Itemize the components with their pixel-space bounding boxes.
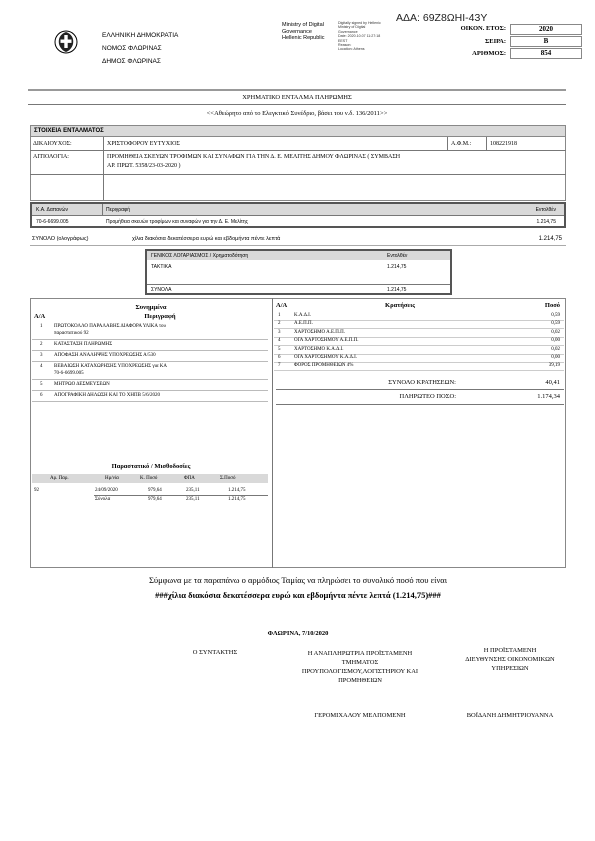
series-label: ΣΕΙΡΑ: <box>485 38 506 45</box>
ledger-row-amount: 1.214,75 <box>387 264 407 270</box>
series-value: Β <box>510 36 582 47</box>
list-item-number: 4 <box>40 364 43 369</box>
ledger-col-account: ΓΕΝΙΚΟΣ ΛΟΓΑΡΙΑΣΜΟΣ / Χρηματοδότηση <box>151 253 249 259</box>
header-line2: ΝΟΜΟΣ ΦΛΩΡΙΝΑΣ <box>102 45 162 52</box>
deductions-col-name: Κρατήσεις <box>385 302 415 309</box>
row-name: ΧΑΡΤΟΣΗΜΟ Α.Ε.Π.Π. <box>294 329 346 335</box>
payee-label: ΔΙΚΑΙΟΥΧΟΣ: <box>33 141 72 147</box>
deductions-col-amount: Ποσό <box>544 302 560 309</box>
deductions-col-n: Α/Α <box>276 302 288 309</box>
list-item-text-cont: παραστατικού 92 <box>54 331 89 336</box>
ledger-total-label: ΣΥΝΟΛΑ <box>151 287 172 293</box>
afm-label: Α.Φ.Μ.: <box>451 141 472 147</box>
attachments-title: Συνημμένα <box>135 304 167 311</box>
digital-signature-details: Digitally signed by Hellenic Ministry of Digital Governance Date: 2020.10.07 11:27:18 EEST Reason: Location: Athens <box>338 21 381 52</box>
expense-row-desc: Προμήθεια σκευών τροφίμων και συναφών για την Δ. Ε. Μελίτης <box>106 219 249 225</box>
ledger-table <box>145 249 452 295</box>
row-number: 1 <box>278 313 281 318</box>
list-item-number: 3 <box>40 353 43 358</box>
reason-line1: ΠΡΟΜΗΘΕΙΑ ΣΚΕΥΩΝ ΤΡΟΦΙΜΩΝ ΚΑΙ ΣΥΝΑΦΩΝ ΓΙΑ ΤΗΝ Δ. Ε. ΜΕΛΙΤΗΣ ΔΗΜΟΥ ΦΛΩΡΙΝΑΣ ( ΣΥΜΒΑΣΗ <box>107 154 401 160</box>
list-item <box>32 322 268 340</box>
row-number: 5 <box>278 346 281 352</box>
list-item <box>32 351 268 362</box>
expense-row-amount: 1.214,75 <box>536 219 556 225</box>
year-value: 2020 <box>510 24 582 35</box>
row-number: 7 <box>278 363 281 369</box>
row-name: ΧΑΡΤΟΣΗΜΟ Κ.Α.Δ.Ι. <box>294 346 344 352</box>
invoices-col-no: Αρ. Παρ. <box>50 476 69 481</box>
signature-2-name: ΓΕΡΟΜΙΧΑΛΟΥ ΜΕΛΠΟΜΕΝΗ <box>314 712 406 719</box>
list-item-number: 5 <box>40 382 43 387</box>
header-line3: ΔΗΜΟΣ ΦΛΩΡΙΝΑΣ <box>102 58 161 65</box>
row-name: ΟΓΑ ΧΑΡΤΟΣΗΜΟΥ Α.Ε.Π.Π. <box>294 338 359 344</box>
reason-label: ΑΙΤΙΟΛΟΓΙΑ: <box>33 154 69 160</box>
invoices-col-date: Ημ/νία <box>105 476 119 481</box>
list-item <box>32 362 268 380</box>
row-amount: 0,02 <box>551 329 560 335</box>
expense-col-code: Κ.Α. Δαπανών <box>36 207 68 213</box>
row-name: Α.Ε.Π.Π. <box>294 321 313 327</box>
invoices-total-vat: 235,11 <box>186 497 200 502</box>
list-item-text: ΜΗΤΡΩΟ ΔΕΣΜΕΥΣΕΩΝ <box>54 382 110 387</box>
payee-name: ΧΡΙΣΤΟΦΟΡΟΥ ΕΥΤΥΧΙΟΣ <box>107 141 180 147</box>
list-item <box>32 391 268 402</box>
list-item <box>32 340 268 351</box>
list-item-number: 6 <box>40 393 43 398</box>
ada-code: ΑΔΑ: 69Ζ8ΩΗΙ-43Υ <box>396 12 488 24</box>
row-amount: 0,00 <box>551 338 560 344</box>
document-subtitle: <<Αθεώρητο από το Ελεγκτικό Συνέδριο, βάσει του ν.δ. 136/2011>> <box>206 110 388 117</box>
invoices-total-net: 979,64 <box>148 497 162 502</box>
row-name: Κ.Α.Δ.Ι. <box>294 313 312 318</box>
list-item-text: ΒΕΒΑΙΩΣΗ ΚΑΤΑΧΩΡΗΣΗΣ ΥΠΟΧΡΕΩΣΗΣ για ΚΑ <box>54 364 167 369</box>
payable-amount: 1.174,34 <box>537 393 560 400</box>
list-item-text-cont: 70-6-6699.005 <box>54 371 84 376</box>
table-row <box>274 362 564 371</box>
row-amount: 0,00 <box>551 355 560 360</box>
list-item-text: ΑΠΟΦΑΣΗ ΑΝΑΛΗΨΗΣ ΥΠΟΧΡΕΩΣΗΣ Α/530 <box>54 353 156 358</box>
list-item-text: ΠΡΩΤΟΚΟΛΛΟ ΠΑΡΑΛΑΒΗΣ ΔΙΑΦΟΡΑ ΥΛΙΚΑ του <box>54 324 166 329</box>
deductions-total: 40,41 <box>545 379 560 386</box>
total-amount: 1.214,75 <box>538 236 562 242</box>
payable-label: ΠΛΗΡΩΤΕΟ ΠΟΣΟ: <box>399 393 456 400</box>
list-item-text: ΚΑΤΑΣΤΑΣΗ ΠΛΗΡΩΜΗΣ <box>54 342 113 347</box>
total-words: χίλια διακόσια δεκατέσσερα ευρώ και εβδομήντα πέντε λεπτά <box>132 236 281 242</box>
attachments-col-desc: Περιγραφή <box>144 313 176 320</box>
row-number: 6 <box>278 355 281 360</box>
row-number: 4 <box>278 338 281 344</box>
invoices-col-net: Κ. Ποσό <box>140 476 158 481</box>
greek-emblem-icon <box>54 30 78 54</box>
signature-1-title: Ο ΣΥΝΤΑΚΤΗΣ <box>192 649 238 656</box>
invoice-row-date: 24/09/2020 <box>95 488 118 493</box>
invoice-row-no: 92 <box>34 488 39 493</box>
digital-signature-issuer: Ministry of Digital Governance Hellenic Republic <box>282 22 325 41</box>
row-name: ΦΟΡΟΣ ΠΡΟΜΗΘΕΙΩΝ 4% <box>294 363 354 369</box>
reason-line2: ΑΡ. ΠΡΩΤ. 5358/23-03-2020 ) <box>107 163 181 169</box>
conclusion-line2: ###χίλια διακόσια δεκατέσσερα ευρώ και εβδομήντα πέντε λεπτά (1.214,75)### <box>155 590 441 600</box>
invoice-row-vat: 235,11 <box>186 488 200 493</box>
invoices-total-label: Σύνολα <box>95 497 111 502</box>
ledger-col-amount: Εντολθέν <box>387 253 408 259</box>
row-number: 2 <box>278 321 281 327</box>
conclusion-line1: Σύμφωνα με τα παραπάνω ο αρμόδιος Ταμίας να πληρώσει το συνολικό ποσό που είναι <box>148 575 448 585</box>
invoices-col-vat: ΦΠΑ <box>184 476 195 481</box>
attachments-col-n: Α/Α <box>34 313 46 320</box>
invoices-col-sum: Σ.Ποσό <box>220 476 236 481</box>
row-number: 3 <box>278 329 281 335</box>
invoice-row-sum: 1.214,75 <box>228 488 246 493</box>
row-amount: 39,19 <box>548 363 560 369</box>
signature-3-name: ΒΟΪΔΑΝΗ ΔΗΜΗΤΡΙΟΥΑΝΝΑ <box>466 712 554 719</box>
ledger-row-name: ΤΑΚΤΙΚΑ <box>151 264 172 270</box>
list-item <box>32 380 268 391</box>
invoices-title: Παραστατικό / Μισθοδοσίες <box>111 463 191 470</box>
row-name: ΟΓΑ ΧΑΡΤΟΣΗΜΟΥ Κ.Α.Δ.Ι. <box>294 355 357 360</box>
list-item-number: 1 <box>40 324 43 329</box>
afm-value: 108221918 <box>490 141 517 147</box>
expense-table <box>30 202 566 228</box>
invoices-total-sum: 1.214,75 <box>228 497 246 502</box>
invoice-row-net: 979,64 <box>148 488 162 493</box>
section-header: ΣΤΟΙΧΕΙΑ ΕΝΤΑΛΜΑΤΟΣ <box>30 125 566 137</box>
ledger-total: 1.214,75 <box>387 287 407 293</box>
total-label: ΣΥΝΟΛΟ (ολογράφως) <box>32 236 89 242</box>
place-date: ΦΛΩΡΙΝΑ, 7/10/2020 <box>267 630 329 637</box>
header-line1: ΕΛΛΗΝΙΚΗ ΔΗΜΟΚΡΑΤΙΑ <box>102 32 179 39</box>
signature-3-title: Η ΠΡΟΪΣΤΑΜΕΝΗ ΔΙΕΥΘΥΝΣΗΣ ΟΙΚΟΝΟΜΙΚΩΝ ΥΠΗΡΕΣΙΩΝ <box>465 647 555 672</box>
number-value: 854 <box>510 48 582 59</box>
deductions-total-label: ΣΥΝΟΛΟ ΚΡΑΤΗΣΕΩΝ: <box>388 379 456 386</box>
signature-2-title: Η ΑΝΑΠΛΗΡΩΤΡΙΑ ΠΡΟΪΣΤΑΜΕΝΗ ΤΜΗΜΑΤΟΣ ΠΡΟΥΠΟΛΟΓΙΣΜΟΥ,ΛΟΓΙΣΤΗΡΙΟΥ ΚΑΙ ΠΡΟΜΗΘΕΙΩΝ <box>301 650 419 684</box>
year-label: ΟΙΚΟΝ. ΕΤΟΣ: <box>460 25 506 32</box>
expense-col-desc: Περιγραφή <box>106 207 131 213</box>
expense-col-amount: Εντολθέν <box>535 207 556 213</box>
row-amount: 0,59 <box>551 313 560 318</box>
expense-row-code: 70-6-6699.005 <box>36 219 69 225</box>
number-label: ΑΡΙΘΜΟΣ: <box>472 50 506 57</box>
list-item-text: ΑΠΟΓΡΑΦΙΚΗ ΔΗΛΩΣΗ ΚΑΙ ΤΟ ΧΗΠΒ 5/6/2020 <box>54 393 160 398</box>
row-amount: 0,02 <box>551 346 560 352</box>
document-title: ΧΡΗΜΑΤΙΚΟ ΕΝΤΑΛΜΑ ΠΛΗΡΩΜΗΣ <box>242 94 352 101</box>
row-amount: 0,59 <box>551 321 560 327</box>
list-item-number: 2 <box>40 342 43 347</box>
